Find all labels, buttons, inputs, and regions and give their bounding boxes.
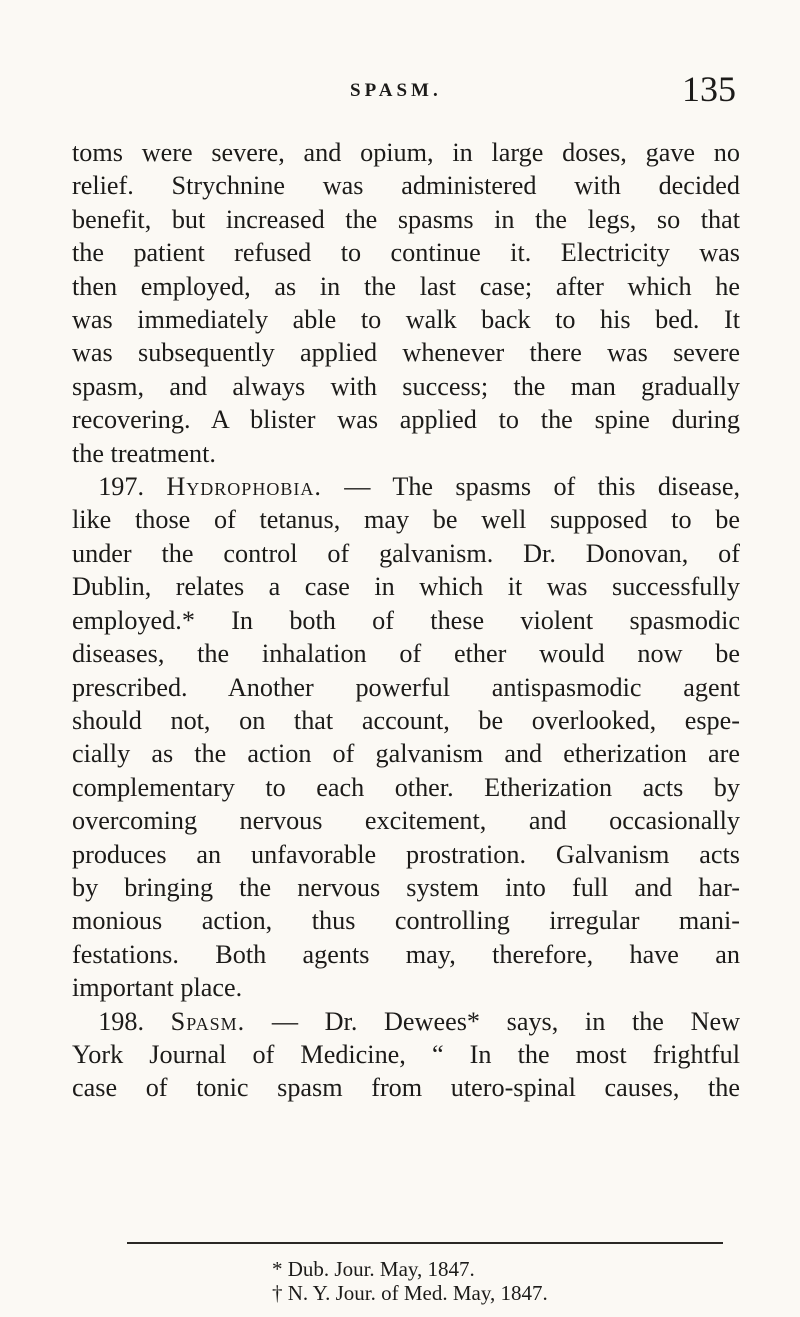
text-line: benefit, but increased the spasms in the legs, so that xyxy=(72,204,740,234)
text-line: spasm, and always with success; the man gradually xyxy=(72,371,740,401)
running-title: SPASM. xyxy=(350,80,442,101)
text-line: Dublin, relates a case in which it was successfully xyxy=(72,572,740,602)
text-line: like those of tetanus, may be well supposed to be xyxy=(72,505,740,535)
text-line: the patient refused to continue it. Electricity was xyxy=(72,238,740,268)
text-line: recovering. A blister was applied to the spine during xyxy=(72,405,740,435)
footnote: * Dub. Jour. May, 1847. xyxy=(272,1257,475,1281)
section-title: Spasm. xyxy=(170,1006,246,1036)
text-line: monious action, thus controlling irregular mani- xyxy=(72,906,740,936)
text-line: by bringing the nervous system into full and har- xyxy=(72,872,740,902)
text-line: cially as the action of galvanism and etherization are xyxy=(72,739,740,769)
text-line: produces an unfavorable prostration. Galvanism acts xyxy=(72,839,740,869)
text-line: prescribed. Another powerful antispasmodic agent xyxy=(72,672,740,702)
text-line: overcoming nervous excitement, and occasionally xyxy=(72,806,740,836)
section-text: — Dr. Dewees* says, in the New xyxy=(271,1006,741,1036)
footnote: † N. Y. Jour. of Med. May, 1847. xyxy=(272,1281,548,1305)
text-line: should not, on that account, be overlooked, espe- xyxy=(72,705,740,735)
text-line: the treatment. xyxy=(72,438,216,468)
text-line: under the control of galvanism. Dr. Donovan, of xyxy=(72,538,740,568)
section-number: 198. xyxy=(98,1006,145,1036)
text-line: then employed, as in the last case; after which he xyxy=(72,271,740,301)
text-line: diseases, the inhalation of ether would now be xyxy=(72,639,740,669)
section-heading-line xyxy=(72,1005,740,1038)
text-line: festations. Both agents may, therefore, have an xyxy=(72,939,740,969)
body-text xyxy=(72,136,740,1105)
text-line: case of tonic spasm from utero-spinal causes, the xyxy=(72,1073,740,1103)
text-line: relief. Strychnine was administered with decided xyxy=(72,171,740,201)
text-line: employed.* In both of these violent spasmodic xyxy=(72,605,740,635)
section-number: 197. xyxy=(98,472,145,502)
text-line: was subsequently applied whenever there was severe xyxy=(72,338,740,368)
text-line: York Journal of Medicine, “ In the most frightful xyxy=(72,1039,740,1069)
text-line: complementary to each other. Etherization acts by xyxy=(72,772,740,802)
section-title: Hydrophobia. xyxy=(166,472,322,502)
footnote-divider xyxy=(127,1242,723,1244)
section-text: — The spasms of this disease, xyxy=(344,472,740,502)
text-line: important place. xyxy=(72,973,243,1003)
section-heading-line xyxy=(72,470,740,503)
footnotes xyxy=(272,1257,548,1305)
text-line: was immediately able to walk back to his bed. It xyxy=(72,305,740,335)
page-number: 135 xyxy=(682,69,736,109)
text-line: toms were severe, and opium, in large doses, gave no xyxy=(72,138,740,167)
